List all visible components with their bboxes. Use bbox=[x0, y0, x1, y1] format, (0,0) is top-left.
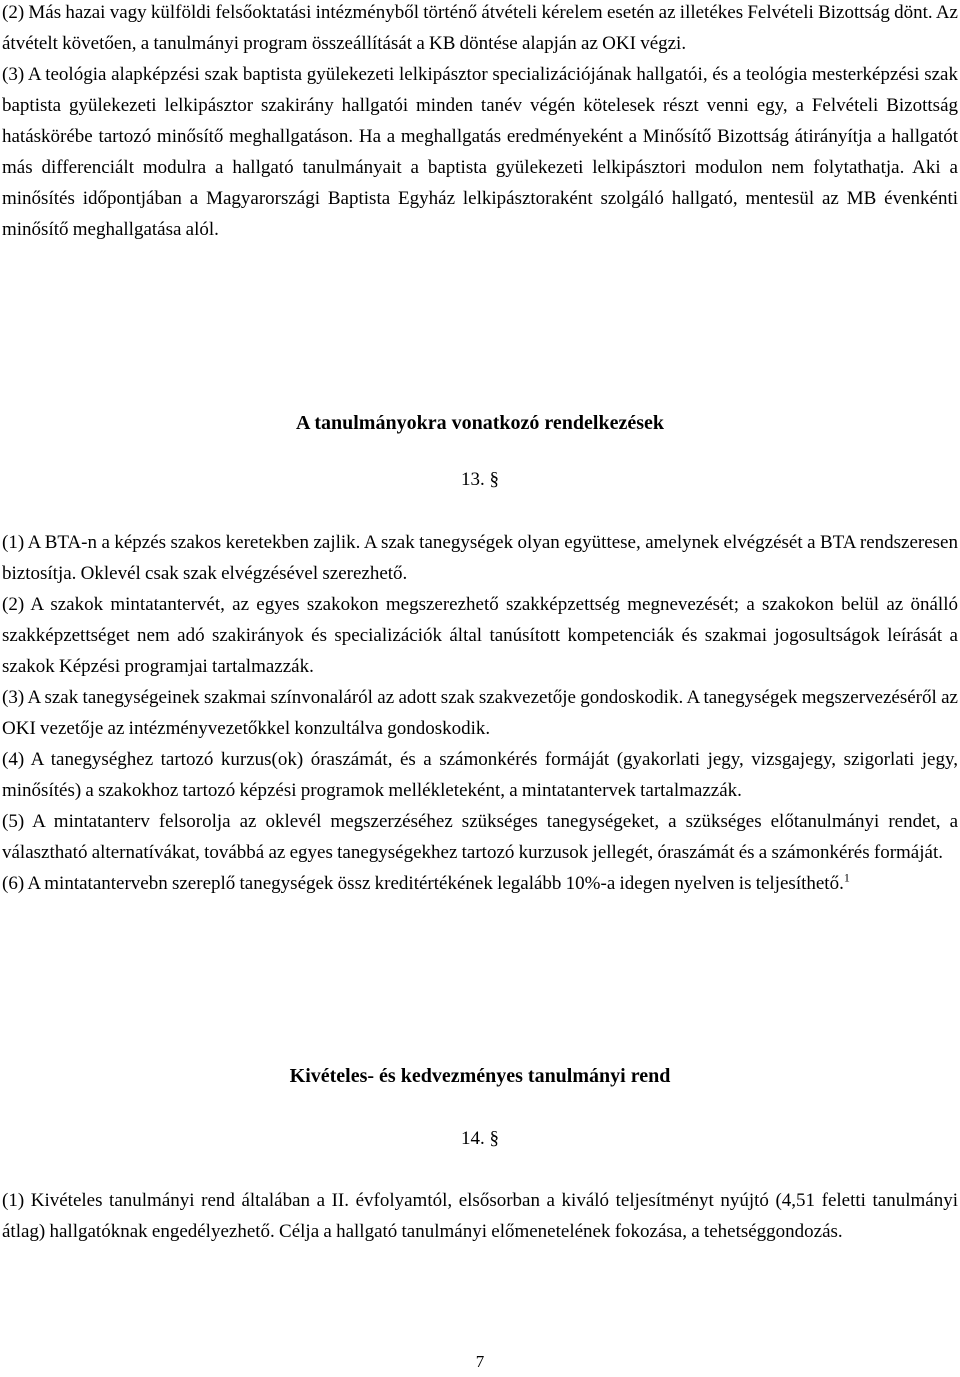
section-13-paragraphs bbox=[2, 527, 958, 899]
paragraph-13-6-text: (6) A mintatantervebn szereplő tanegységek össz kreditértékének legalább 10%-a idegen nyelven is teljesíthető. bbox=[2, 873, 844, 894]
paragraph-qualifying-hearing: (3) A teológia alapképzési szak baptista gyülekezeti lelkipásztor specializációjának hallgatói, és a teológia mesterképzési szak baptista gyülekezeti lelkipásztor szakirány hallgatói minden tanév végén kötelesek részt venni egy, a Felvételi Bizottság hatáskörébe tartozó minősítő meghallgatáson. Ha a meghallgatás eredményeként a Minősítő Bizottság átirányítja a hallgatót más differenciált modulra a hallgató tanulmányait a baptista gyülekezeti lelkipásztori modulon nem folytathatja. Aki a minősítés időpontjában a Magyarországi Baptista Egyház lelkipásztoraként szolgáló hallgató, mentesül az MB évenkénti minősítő meghallgatása alól. bbox=[2, 64, 958, 240]
section-number-14: 14. § bbox=[461, 1128, 499, 1149]
footnote-reference[interactable]: 1 bbox=[843, 870, 850, 885]
paragraph-13-2: (2) A szakok mintatantervét, az egyes szakokon megszerezhető szakképzettség megnevezését; a szakokon belül az önálló szakképzettséget nem adó szakirányok és specializációk által tanúsított kompetenciák és szakmai jogosultságok leírását a szakok Képzési programjai tartalmazzák. bbox=[2, 594, 958, 677]
paragraph-13-5: (5) A mintatanterv felsorolja az oklevél megszerzéséhez szükséges tanegységeket, a szükséges előtanulmányi rendet, a választható alternatívákat, továbbá az egyes tanegységekhez tartozó kurzusok jellegét, óraszámát és a számonkérés formáját. bbox=[2, 811, 958, 863]
paragraph-13-1: (1) A BTA-n a képzés szakos keretekben zajlik. A szak tanegységek olyan együttese, amelynek elvégzését a BTA rendszeresen biztosítja. Oklevél csak szak elvégzésével szerezhető. bbox=[2, 532, 958, 584]
paragraph-14-1: (1) Kivételes tanulmányi rend általában a II. évfolyamtól, elsősorban a kiváló teljesítményt nyújtó (4,51 feletti tanulmányi átlag) hallgatóknak engedélyezhető. Célja a hallgató tanulmányi előmenetelének fokozása, a tehetséggondozás. bbox=[2, 1190, 958, 1242]
paragraph-transfer: (2) Más hazai vagy külföldi felsőoktatási intézményből történő átvételi kérelem esetén az illetékes Felvételi Bizottság dönt. Az átvételt követően, a tanulmányi program összeállítását a KB döntése alapján az OKI végzi. bbox=[2, 2, 958, 54]
paragraph-13-3: (3) A szak tanegységeinek szakmai színvonaláról az adott szak szakvezetője gondoskodik. A tanegységek megszervezéséről az OKI vezetője az intézményvezetőkkel konzultálva gondoskodik. bbox=[2, 687, 958, 739]
paragraph-13-6 bbox=[2, 868, 958, 899]
top-paragraphs bbox=[2, 0, 958, 245]
section-14-paragraphs bbox=[2, 1185, 958, 1247]
page-number: 7 bbox=[475, 1352, 485, 1371]
paragraph-13-4: (4) A tanegységhez tartozó kurzus(ok) óraszámát, és a számonkérés formáját (gyakorlati jegy, vizsgajegy, szigorlati jegy, minősítés) a szakokhoz tartozó képzési programok mellékleteként, a mintatantervek tartalmazzák. bbox=[2, 749, 958, 801]
section-number-13: 13. § bbox=[461, 469, 499, 490]
section-heading-studies: A tanulmányokra vonatkozó rendelkezések bbox=[296, 412, 664, 434]
section-heading-exceptional: Kivételes- és kedvezményes tanulmányi rend bbox=[289, 1065, 671, 1087]
